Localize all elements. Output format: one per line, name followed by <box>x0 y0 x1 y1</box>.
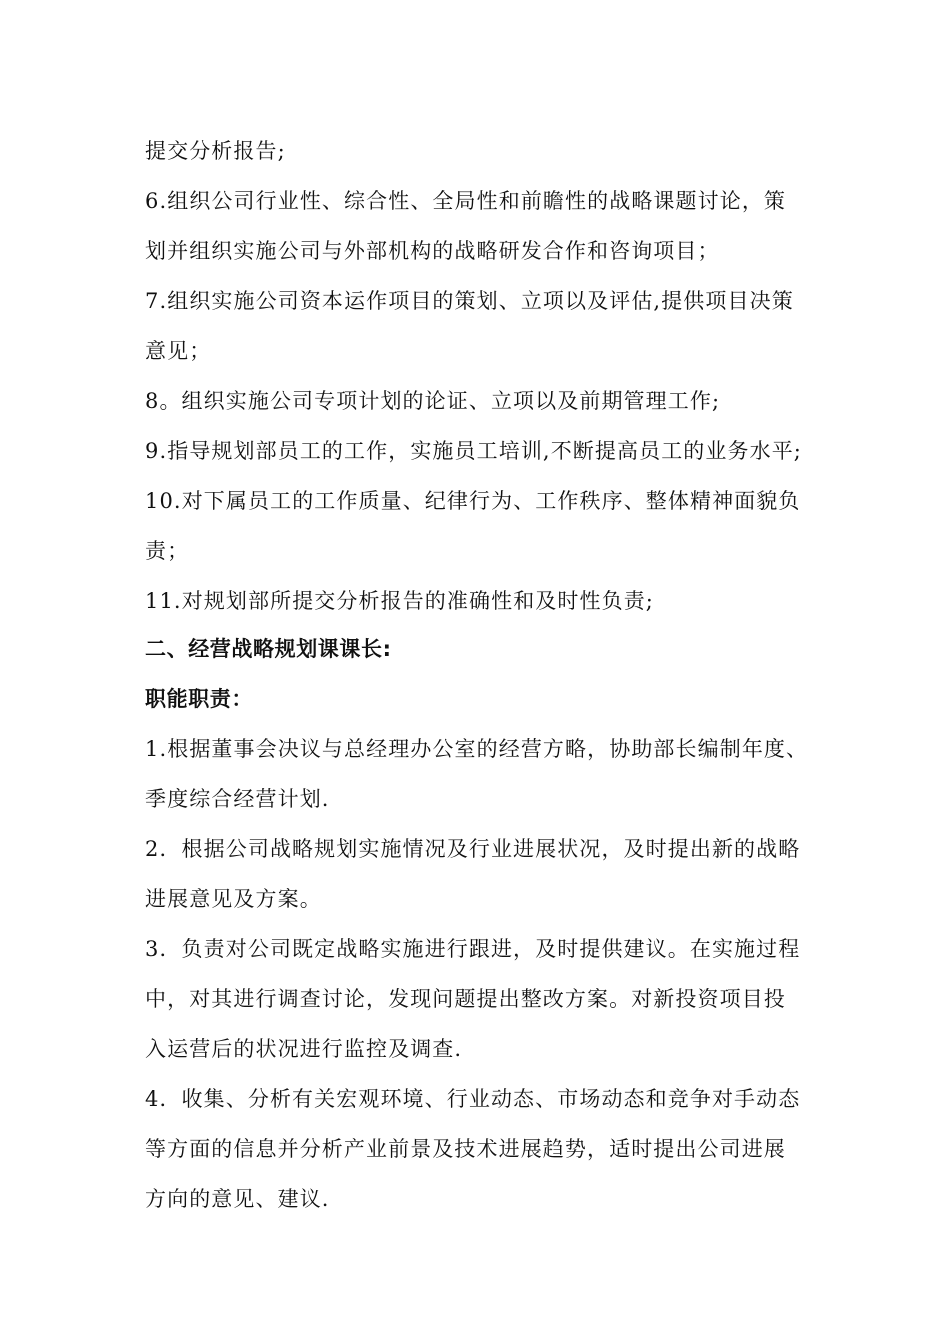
text-line: 8。组织实施公司专项计划的论证、立项以及前期管理工作; <box>145 389 721 413</box>
subsection-heading: 职能职责： <box>145 687 253 711</box>
text-line: 7.组织实施公司资本运作项目的策划、立项以及评估,提供项目决策 <box>145 289 794 313</box>
text-line: 4．收集、分析有关宏观环境、行业动态、市场动态和竞争对手动态 <box>145 1087 801 1111</box>
text-line: 责； <box>145 539 190 563</box>
section-heading: 二、经营战略规划课课长: <box>145 637 392 661</box>
text-line: 进展意见及方案。 <box>145 887 322 911</box>
text-line: 中，对其进行调查讨论，发现问题提出整改方案。对新投资项目投 <box>145 987 786 1011</box>
text-line: 6.组织公司行业性、综合性、全局性和前瞻性的战略课题讨论，策 <box>145 189 787 213</box>
text-line: 划并组织实施公司与外部机构的战略研发合作和咨询项目； <box>145 239 720 263</box>
text-line: 入运营后的状况进行监控及调查. <box>145 1037 463 1061</box>
text-line: 2．根据公司战略规划实施情况及行业进展状况，及时提出新的战略 <box>145 837 801 861</box>
text-line: 意见； <box>145 339 212 363</box>
text-line: 提交分析报告; <box>145 139 286 163</box>
text-line: 3．负责对公司既定战略实施进行跟进，及时提供建议。在实施过程 <box>145 937 801 961</box>
text-line: 9.指导规划部员工的工作，实施员工培训,不断提高员工的业务水平; <box>145 439 802 463</box>
text-line: 方向的意见、建议. <box>145 1187 330 1211</box>
text-line: 11.对规划部所提交分析报告的准确性和及时性负责; <box>145 589 654 613</box>
text-line: 等方面的信息并分析产业前景及技术进展趋势，适时提出公司进展 <box>145 1137 786 1161</box>
text-line: 1.根据董事会决议与总经理办公室的经营方略，协助部长编制年度、 <box>145 737 809 761</box>
text-line: 季度综合经营计划. <box>145 787 330 811</box>
text-line: 10.对下属员工的工作质量、纪律行为、工作秩序、整体精神面貌负 <box>145 489 801 513</box>
